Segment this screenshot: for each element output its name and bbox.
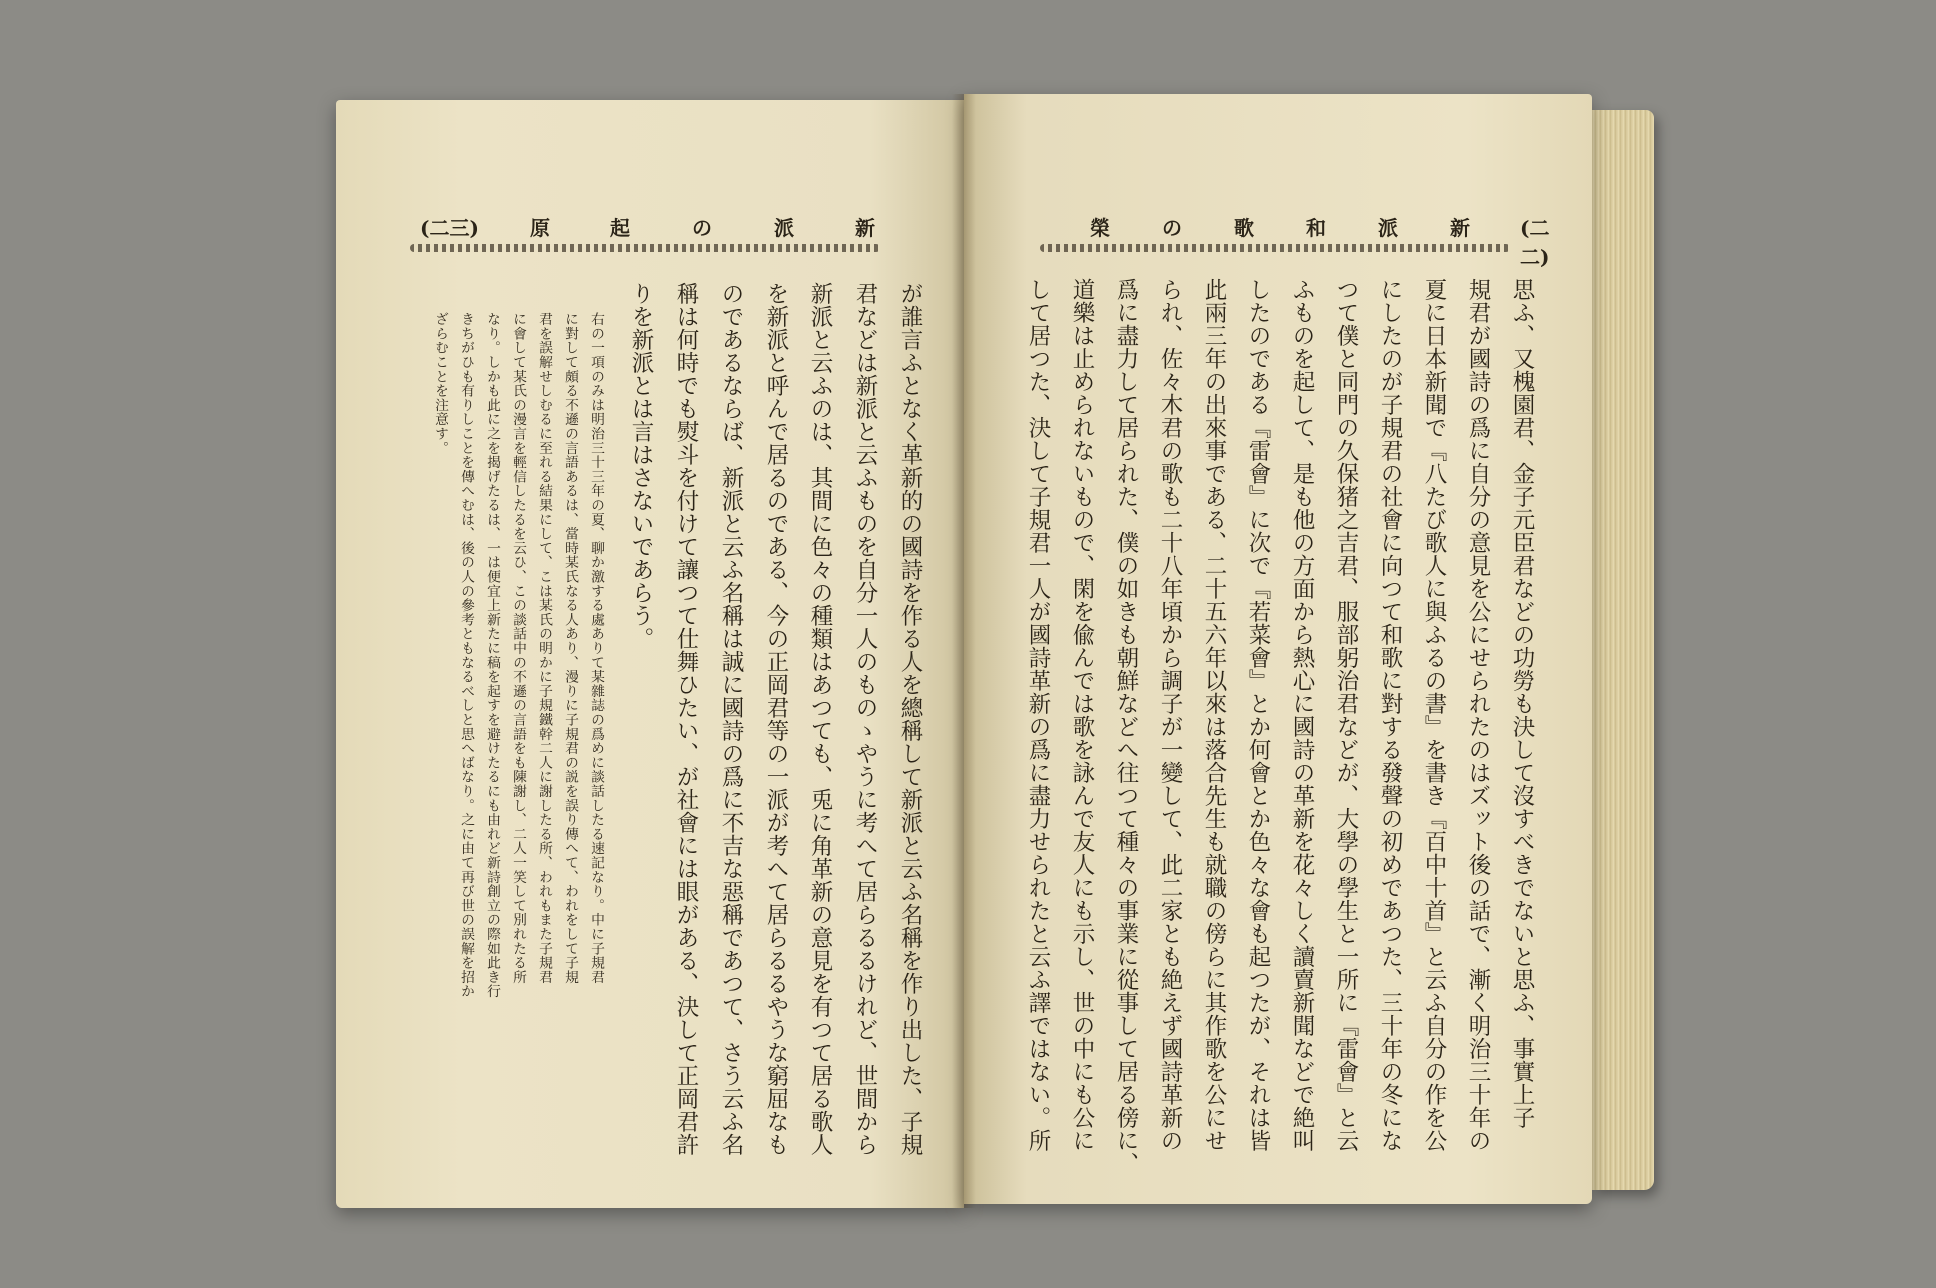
left-main-column: のであるならば、新派と云ふ名稱は誠に國詩の爲に不吉な惡稱であつて、さう云ふ名 (718, 282, 744, 1156)
left-header-rule (410, 244, 880, 252)
right-title-char: 榮 (1090, 216, 1110, 240)
right-main-column: 規君が國詩の爲に自分の意見を公にせられたのはズット後の話で、漸く明治三十年の (1465, 278, 1491, 1152)
left-note-column: 君を誤解せしむるに至れる結果にして、こは某氏の明かに子規鐵幹二人に謝したる所、われもまた子規君 (536, 312, 552, 985)
right-main-column: 思ふ、又槐園君、金子元臣君などの功勞も決して沒すべきでないと思ふ、事實上子 (1509, 278, 1535, 1129)
right-running-header (1080, 212, 1550, 269)
page-edges (1592, 110, 1654, 1190)
left-note-column: きちがひも有りしことを傳へむは、後の人の參考ともなるべしと思へばなり。之に由て再び世の誤解を招か (458, 312, 474, 999)
right-main-column: 爲に盡力して居られた、僕の如きも朝鮮などへ往つて種々の事業に從事して居る傍に、 (1113, 278, 1139, 1175)
left-main-column: 新派と云ふのは、其間に色々の種類はあつても、兎に角革新の意見を有つて居る歌人 (807, 282, 833, 1156)
right-main-column: 道樂は止められないもので、閑を偸んでは歌を詠んで友人にも示し、世の中にも公に (1069, 278, 1095, 1152)
right-main-column: して居つた、決して子規君一人が國詩革新の爲に盡力せられたと云ふ譯ではない。所 (1025, 278, 1051, 1152)
left-title-char: 起 (610, 216, 630, 240)
left-main-column: を新派と呼んで居るのである、今の正岡君等の一派が考へて居らるるやうな窮屈なも (763, 282, 789, 1156)
right-title-char: の (1162, 216, 1182, 240)
left-note-column: に會して某氏の漫言を輕信したるを云ひ、この談話中の不遜の言語をも陳謝し、二人一笑して別れたる所 (510, 312, 526, 985)
right-page-number: (二二) (1520, 216, 1550, 269)
left-note-column: に對して頗る不遜の言語あるは、當時某氏なる人あり、漫りに子規君の説を誤り傳へて、われをして子規 (562, 312, 578, 985)
right-header-rule (1040, 244, 1510, 252)
left-note-column: なり。しかも此に之を揭げたるは、一は便宜上新たに稿を起すを避けたるにも由れど新詩創立の際如此き行 (484, 312, 500, 999)
left-page-number: (二三) (420, 216, 479, 240)
left-title-char: 新 (855, 216, 875, 240)
right-main-column: ふものを起して、是も他の方面から熱心に國詩の革新を花々しく讀賣新聞などで絶叫 (1289, 278, 1315, 1152)
book-gutter (952, 94, 976, 1208)
right-page (964, 94, 1592, 1204)
left-title-char: 派 (774, 216, 794, 240)
left-main-column: 君などは新派と云ふものを自分一人のものゝやうに考へて居らるるけれど、世間から (852, 282, 878, 1156)
right-main-column: つて僕と同門の久保猪之吉君、服部躬治君などが、大學の學生と一所に『雷會』と云 (1333, 278, 1359, 1152)
left-running-header (410, 212, 875, 242)
left-note-column: 右の一項のみは明治三十三年の夏、聊か激する處ありて某雜誌の爲めに談話したる速記なり。中に子規君 (588, 312, 604, 985)
right-main-column: したのである『雷會』に次で『若菜會』とか何會とか色々な會も起つたが、それは皆 (1245, 278, 1271, 1152)
left-main-column: 稱は何時でも熨斗を付けて讓つて仕舞ひたい、が社會には眼がある、決して正岡君許 (673, 282, 699, 1156)
right-main-column: にしたのが子規君の社會に向つて和歌に對する發聲の初めであつた、三十年の冬にな (1377, 278, 1403, 1152)
left-title-char: の (692, 216, 712, 240)
right-title-char: 和 (1306, 216, 1326, 240)
right-main-column: られ、佐々木君の歌も二十八年頃から調子が一變して、此二家とも絶えず國詩革新の (1157, 278, 1183, 1152)
left-note-column: ざらむことを注意す。 (432, 312, 448, 455)
left-title-char: 原 (530, 216, 550, 240)
right-title-char: 歌 (1234, 216, 1254, 240)
right-title-char: 派 (1378, 216, 1398, 240)
right-title-char: 新 (1450, 216, 1470, 240)
right-main-column: 此兩三年の出來事である、二十五六年以來は落合先生も就職の傍らに其作歌を公にせ (1201, 278, 1227, 1152)
right-main-column: 夏に日本新聞で『八たび歌人に與ふるの書』を書き『百中十首』と云ふ自分の作を公 (1421, 278, 1447, 1152)
left-main-column: りを新派とは言はさないであらう。 (628, 282, 654, 650)
left-main-column: が誰言ふとなく革新的の國詩を作る人を總稱して新派と云ふ名稱を作り出した、子規 (897, 282, 923, 1156)
